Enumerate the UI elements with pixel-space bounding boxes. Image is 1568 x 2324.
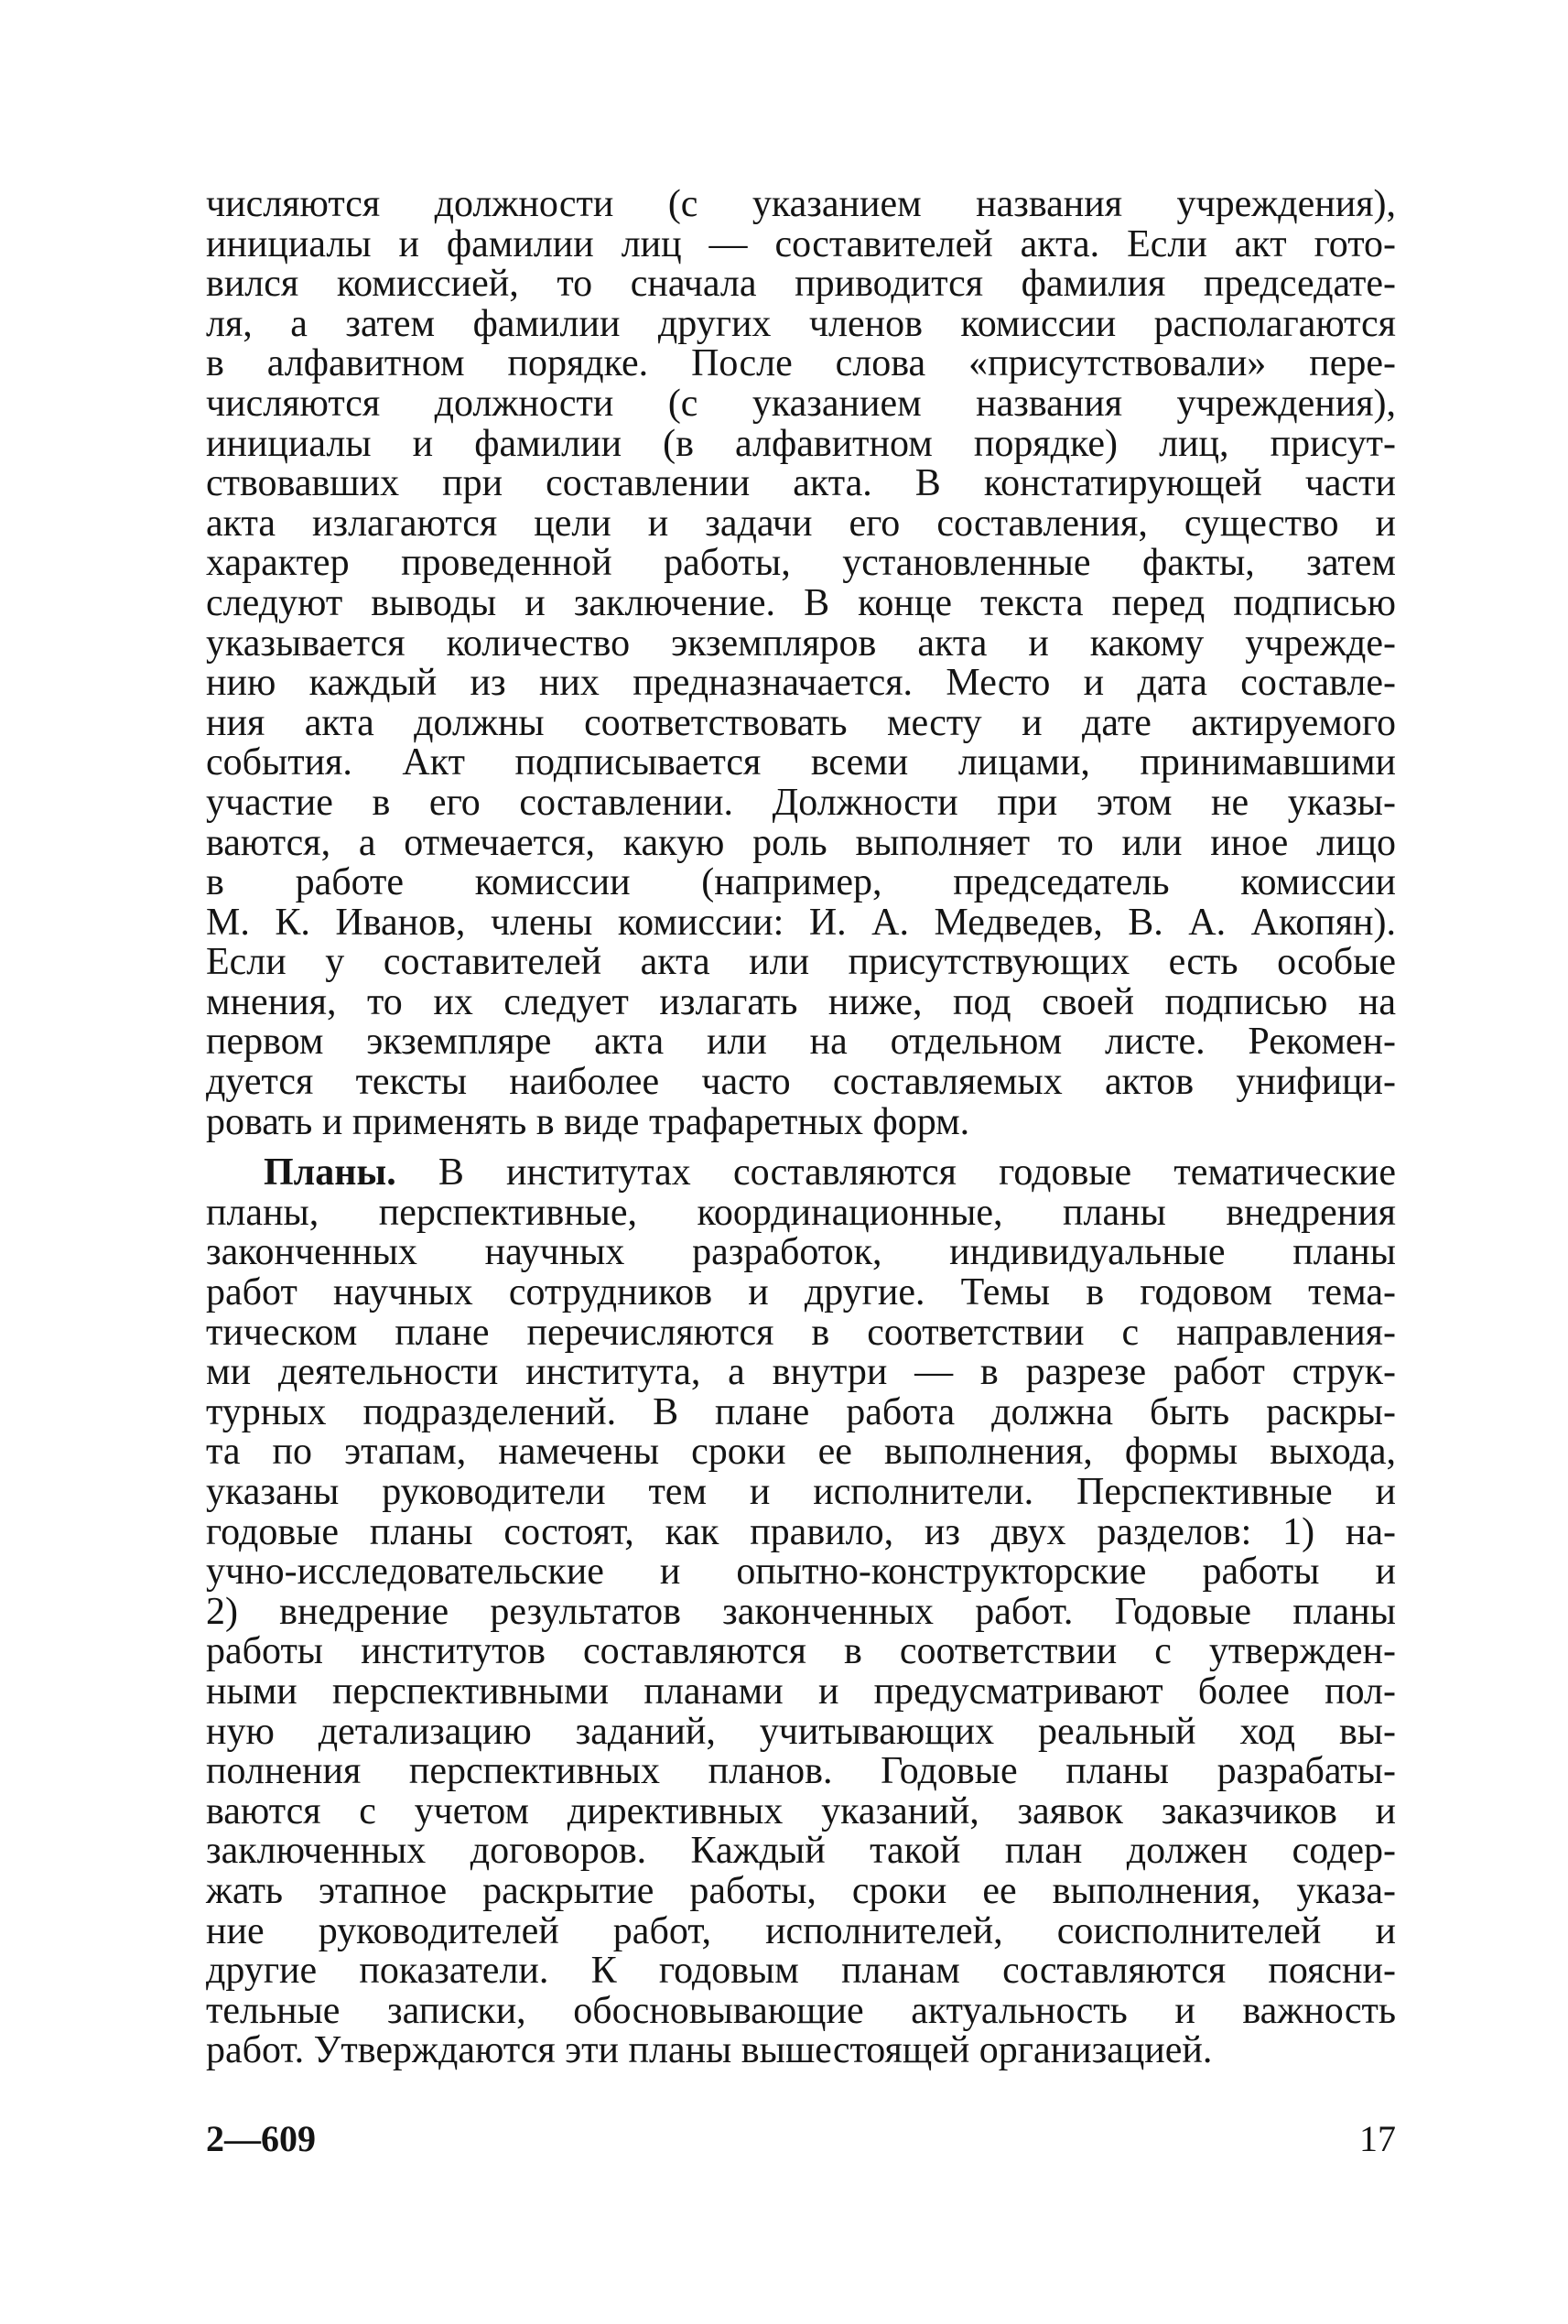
text-line: мнения, то их следует излагать ниже, под своей подписью на	[206, 980, 1396, 1023]
text-line: числяются должности (с указанием названия учреждения),	[206, 183, 1396, 225]
text-line: первом экземпляре акта или на отдельном листе. Рекомен-	[206, 1021, 1396, 1064]
text-line: работы институтов составляются в соответствии с утвержден-	[206, 1630, 1396, 1673]
text-line: ваются с учетом директивных указаний, заявок заказчиков и	[206, 1789, 1396, 1832]
text-line: ствовавших при составлении акта. В констатирующей части	[206, 462, 1396, 505]
text-line: работ научных сотрудников и другие. Темы в годовом тема-	[206, 1271, 1396, 1314]
paragraph-plans	[206, 1153, 1396, 2071]
text-line: ми деятельности института, а внутри — в разрезе работ струк-	[206, 1351, 1396, 1394]
text-line: учно-исследовательские и опытно-конструкторские работы и	[206, 1551, 1396, 1594]
page-footer	[206, 2117, 1396, 2163]
page-number: 17	[1359, 2118, 1396, 2159]
paragraph-acts	[206, 185, 1396, 1142]
text-line: участие в его составлении. Должности при этом не указы-	[206, 781, 1396, 824]
text-line: тельные записки, обосновывающие актуальность и важность	[206, 1989, 1396, 2032]
text-line: та по этапам, намечены сроки ее выполнения, формы выхода,	[206, 1431, 1396, 1474]
text-line: вился комиссией, то сначала приводится фамилия председате-	[206, 263, 1396, 306]
run-in-heading: Планы.	[264, 1151, 396, 1194]
text-line: инициалы и фамилии лиц — составителей акта. Если акт гото-	[206, 222, 1396, 265]
text-line: нию каждый из них предназначается. Место и дата составле-	[206, 662, 1396, 705]
text-line: ваются, а отмечается, какую роль выполняет то или иное лицо	[206, 821, 1396, 864]
text-line: полнения перспективных планов. Годовые планы разрабаты-	[206, 1750, 1396, 1793]
text-line: числяются должности (с указанием названия учреждения),	[206, 382, 1396, 425]
text-line-first	[206, 1153, 1396, 1194]
text-line: ровать и применять в виде трафаретных форм.	[206, 1100, 970, 1143]
text-line: заключенных договоров. Каждый такой план должен содер-	[206, 1830, 1396, 1873]
text-line: планы, перспективные, координационные, планы внедрения	[206, 1191, 1396, 1234]
text-line: тическом плане перечисляются в соответствии с направления-	[206, 1311, 1396, 1354]
text-line: события. Акт подписывается всеми лицами, принимавшими	[206, 741, 1396, 784]
text-line: в работе комиссии (например, председатель комиссии	[206, 861, 1396, 904]
text-line: ние руководителей работ, исполнителей, соисполнителей и	[206, 1909, 1396, 1952]
text-line: ния акта должны соответствовать месту и дате актируемого	[206, 701, 1396, 744]
text-line: указаны руководители тем и исполнители. Перспективные и	[206, 1471, 1396, 1513]
text-line: инициалы и фамилии (в алфавитном порядке) лиц, присут-	[206, 422, 1396, 465]
text-line: законченных научных разработок, индивидуальные планы	[206, 1231, 1396, 1274]
text-line: М. К. Иванов, члены комиссии: И. А. Медведев, В. А. Акопян).	[206, 901, 1396, 944]
text-line: годовые планы состоят, как правило, из двух разделов: 1) на-	[206, 1510, 1396, 1553]
body-text	[206, 185, 1396, 2071]
text-line: турных подразделений. В плане работа должна быть раскры-	[206, 1390, 1396, 1433]
first-line-text: В институтах составляются годовые тематические	[395, 1151, 1396, 1194]
printer-signature-mark: 2—609	[206, 2118, 316, 2159]
text-line: другие показатели. К годовым планам составляются поясни-	[206, 1950, 1396, 1993]
text-line: ля, а затем фамилии других членов комиссии располагаются	[206, 302, 1396, 345]
text-line: в алфавитном порядке. После слова «присутствовали» пере-	[206, 342, 1396, 385]
text-line: дуется тексты наиболее часто составляемых актов унифици-	[206, 1061, 1396, 1104]
text-line: жать этапное раскрытие работы, сроки ее выполнения, указа-	[206, 1869, 1396, 1912]
text-line: работ. Утверждаются эти планы вышестоящей организацией.	[206, 2029, 1213, 2072]
text-line: 2) внедрение результатов законченных работ. Годовые планы	[206, 1590, 1396, 1633]
text-line: указывается количество экземпляров акта и какому учрежде-	[206, 622, 1396, 665]
text-line: характер проведенной работы, установленные факты, затем	[206, 542, 1396, 585]
text-line: Если у составителей акта или присутствующих есть особые	[206, 941, 1396, 984]
text-line: следуют выводы и заключение. В конце текста перед подписью	[206, 581, 1396, 624]
text-line: ную детализацию заданий, учитывающих реальный ход вы-	[206, 1710, 1396, 1753]
text-line: ными перспективными планами и предусматривают более пол-	[206, 1670, 1396, 1713]
text-line: акта излагаются цели и задачи его составления, существо и	[206, 502, 1396, 545]
